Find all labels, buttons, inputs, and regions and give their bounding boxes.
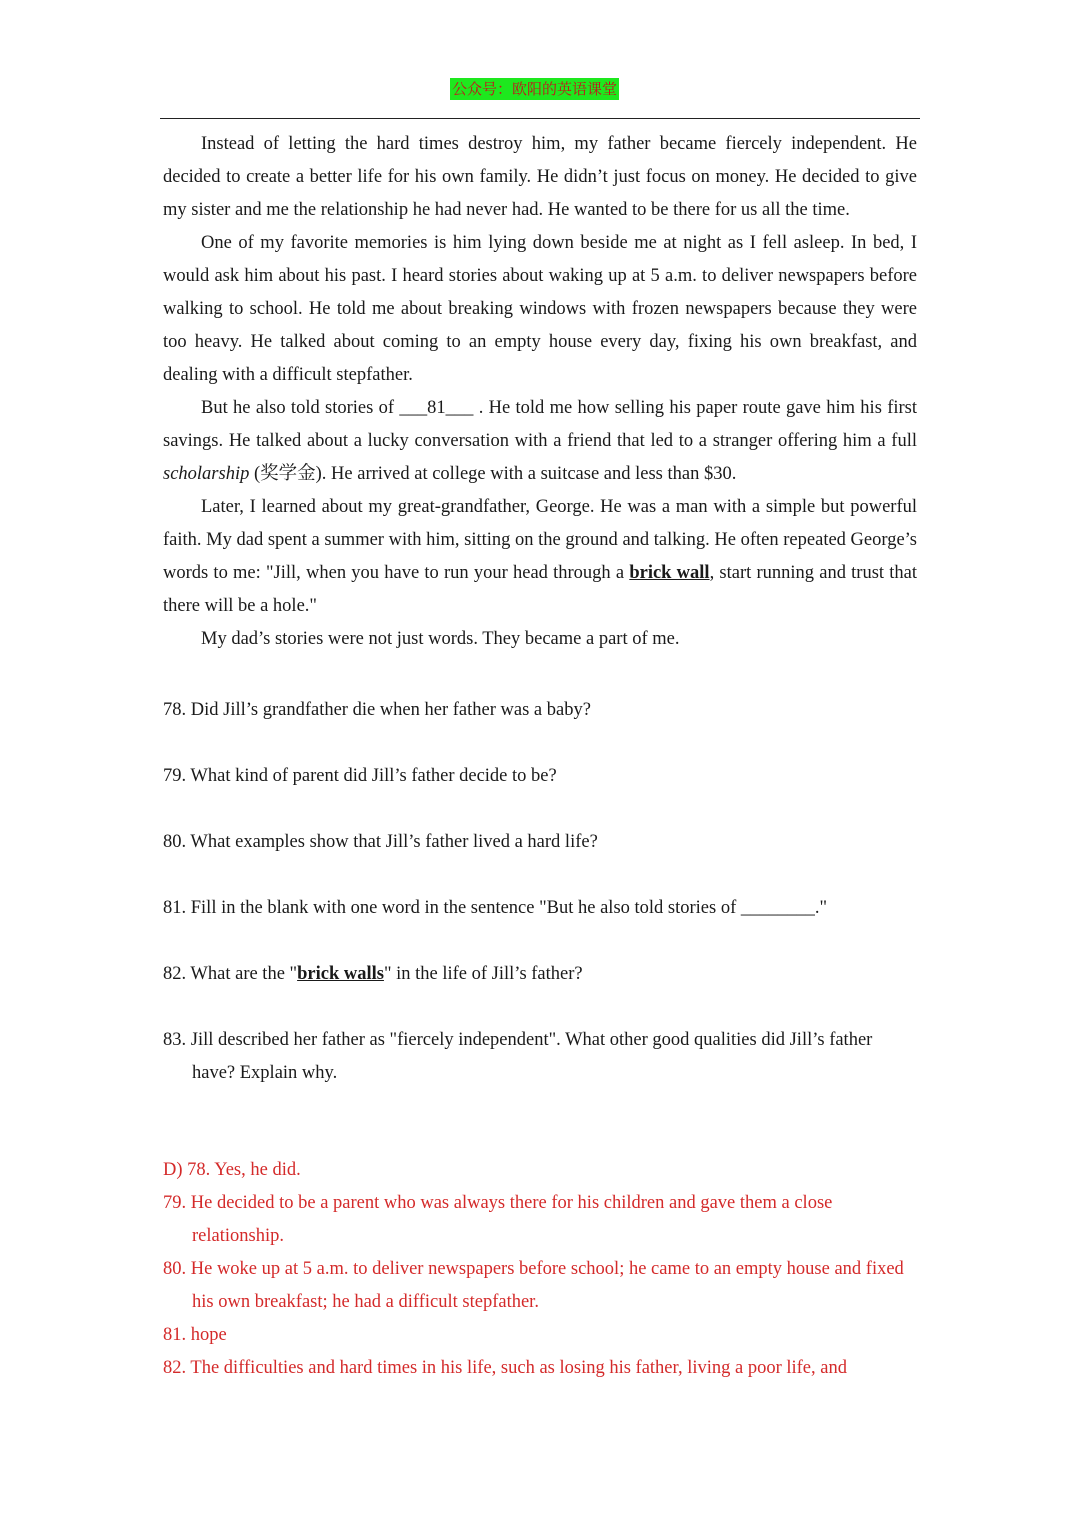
- passage-paragraph-5: My dad’s stories were not just words. They became a part of me.: [201, 629, 680, 649]
- passage-paragraph-2: One of my favorite memories is him lying down beside me at night as I fell asleep. In bed, I would ask him about his past. I heard stories about waking up at 5 a.m. to deliver newspapers before walking to school. He told me about breaking windows with frozen newspapers because they were too heavy. He talked about coming to an empty house every day, fixing his own breakfast, and dealing with a difficult stepfather.: [163, 233, 917, 385]
- answer-79: 79. He decided to be a parent who was always there for his children and gave them a close relationship.: [163, 1193, 833, 1246]
- paragraph-3-text-b: . He told me how selling his paper route gave him his first savings. He talked about a lucky conversation with a friend that led to a stranger offering him a full: [163, 398, 918, 451]
- paragraph-4-text-b: , start running and trust that there will be a hole.": [163, 563, 917, 616]
- question-79: 79. What kind of parent did Jill’s father decide to be?: [163, 766, 557, 786]
- answer-80: 80. He woke up at 5 a.m. to deliver newspapers before school; he came to an empty house and fixed his own breakfast; he had a difficult stepfather.: [163, 1259, 904, 1312]
- question-82-text-a: 82. What are the ": [163, 964, 298, 984]
- question-81: 81. Fill in the blank with one word in the sentence "But he also told stories of ________.": [163, 898, 828, 918]
- brick-wall-term: brick wall: [629, 563, 710, 583]
- question-78: 78. Did Jill’s grandfather die when her father was a baby?: [163, 700, 591, 720]
- paragraph-3-text-a: But he also told stories of: [201, 398, 400, 418]
- passage-paragraph-1: Instead of letting the hard times destroy him, my father became fiercely independent. He decided to create a better life for his own family. He didn’t just focus on money. He decided to give my sister and me the relationship he had never had. He wanted to be there for us all the time.: [163, 134, 917, 220]
- answer-81: 81. hope: [163, 1325, 227, 1345]
- header-tag: 公众号：欧阳的英语课堂: [452, 80, 618, 98]
- answer-82: 82. The difficulties and hard times in his life, such as losing his father, living a poor life, and: [163, 1358, 847, 1378]
- scholarship-term: scholarship: [163, 464, 250, 484]
- header-divider: [160, 118, 920, 119]
- question-83: 83. Jill described her father as "fiercely independent". What other good qualities did Jill’s father have? Explain why.: [163, 1030, 873, 1083]
- brick-walls-term: brick walls: [297, 964, 384, 984]
- passage-paragraph-3: [163, 392, 917, 491]
- paragraph-4-text-a: Later, I learned about my great-grandfather, George. He was a man with a simple but powerful faith. My dad spent a summer with him, sitting on the ground and talking. He often repeated George’s words to me: "Jill, when you have to run your head through a: [163, 497, 917, 583]
- questions-list: [163, 694, 917, 1123]
- question-82-text-b: " in the life of Jill’s father?: [383, 964, 583, 984]
- answers-list: [163, 1154, 917, 1385]
- blank-81: ___81___: [399, 398, 474, 418]
- answer-78: D) 78. Yes, he did.: [163, 1160, 301, 1180]
- passage-paragraph-4: [163, 491, 917, 623]
- passage: [163, 128, 917, 656]
- question-82: [163, 958, 917, 991]
- paragraph-3-text-c: (奖学金). He arrived at college with a suitcase and less than $30.: [249, 464, 737, 484]
- question-80: 80. What examples show that Jill’s father lived a hard life?: [163, 832, 598, 852]
